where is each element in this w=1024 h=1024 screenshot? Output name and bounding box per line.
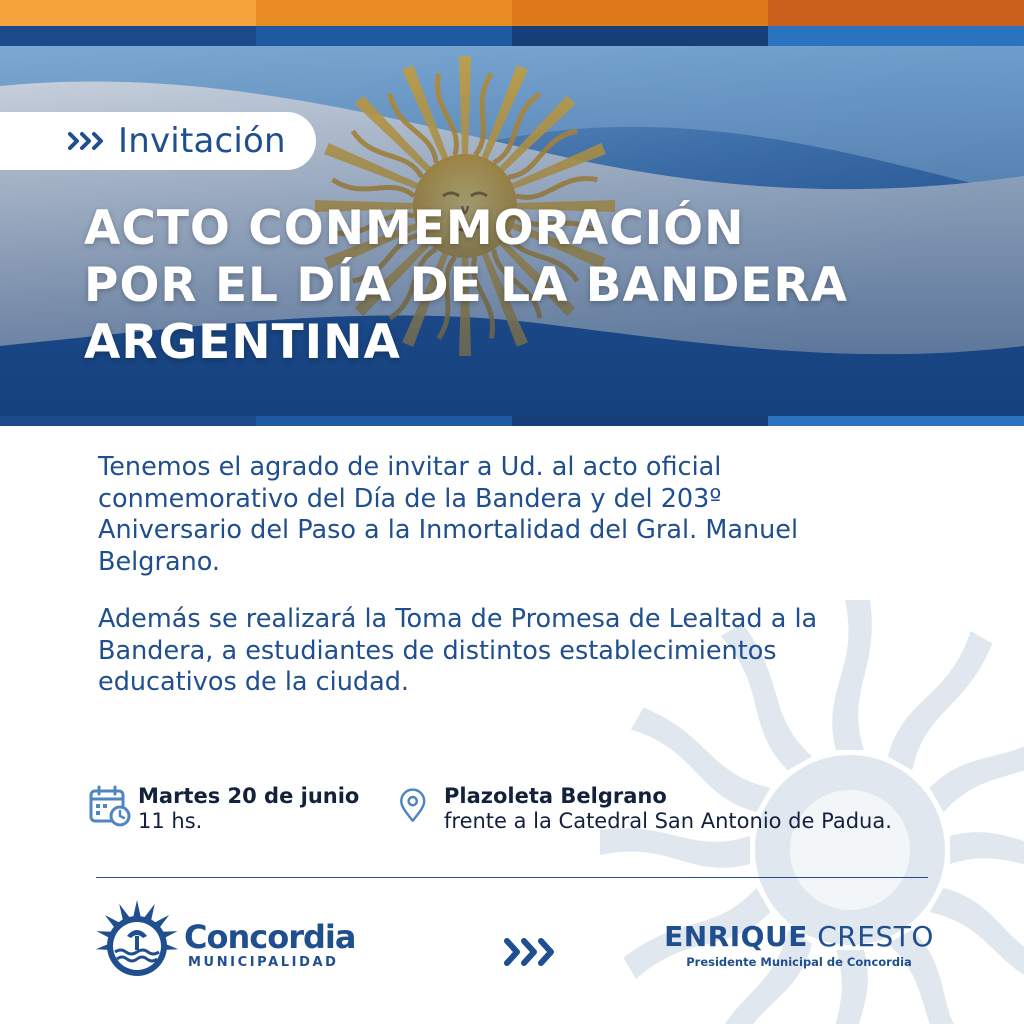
location-pin-icon (398, 784, 434, 828)
band-segment (256, 416, 512, 426)
concordia-emblem-icon (96, 898, 178, 982)
president-role: Presidente Municipal de Concordia (686, 955, 912, 969)
band-segment (512, 416, 768, 426)
event-place-text (444, 784, 892, 834)
paragraph-line: Además se realizará la Toma de Promesa de Lealtad a la (98, 604, 818, 634)
footer-divider (96, 877, 928, 878)
event-date-text (138, 784, 359, 834)
calendar-clock-icon (88, 784, 132, 828)
band-segment (768, 416, 1024, 426)
hero-bottom-band (0, 416, 1024, 426)
band-segment (0, 416, 256, 426)
president-name (664, 920, 934, 953)
president-first-name: ENRIQUE (664, 920, 808, 953)
top-blue-band (0, 26, 1024, 46)
title-line: POR EL DÍA DE LA BANDERA (84, 258, 848, 313)
triple-chevron-icon (68, 132, 108, 150)
logo-subtitle: MUNICIPALIDAD (188, 955, 339, 970)
invitation-pill (0, 112, 316, 170)
paragraph-line: educativos de la ciudad. (98, 667, 410, 697)
invitation-paragraph (98, 452, 928, 578)
stripe-segment (256, 0, 512, 26)
title-line: ARGENTINA (84, 315, 401, 370)
stripe-segment (512, 0, 768, 26)
promise-paragraph (98, 604, 928, 699)
band-segment (0, 26, 256, 46)
president-signature (664, 920, 934, 969)
paragraph-line: conmemorativo del Día de la Bandera y del 203º (98, 483, 722, 514)
event-title (84, 200, 984, 371)
event-place-block (398, 784, 892, 834)
event-date-block (88, 784, 359, 834)
top-accent-stripe (0, 0, 1024, 26)
triple-chevron-icon (504, 938, 560, 966)
invitation-label: Invitación (118, 121, 286, 161)
paragraph-line: Bandera, a estudiantes de distintos establecimientos (98, 635, 777, 666)
paragraph-line: Tenemos el agrado de invitar a Ud. al acto oficial (98, 452, 722, 482)
title-line: ACTO CONMEMORACIÓN (84, 201, 745, 256)
band-segment (768, 26, 1024, 46)
event-time: 11 hs. (138, 809, 203, 833)
event-date: Martes 20 de junio (138, 784, 360, 808)
event-place-detail: frente a la Catedral San Antonio de Padua. (444, 809, 892, 833)
logo-name: Concordia (184, 918, 356, 956)
paragraph-line: Aniversario del Paso a la Inmortalidad del Gral. Manuel (98, 515, 799, 545)
band-segment (512, 26, 768, 46)
stripe-segment (768, 0, 1024, 26)
event-place: Plazoleta Belgrano (444, 784, 667, 808)
president-last-name: CRESTO (817, 920, 934, 953)
concordia-logo (96, 898, 366, 988)
stripe-segment (0, 0, 256, 26)
paragraph-line: Belgrano. (98, 546, 220, 577)
band-segment (256, 26, 512, 46)
